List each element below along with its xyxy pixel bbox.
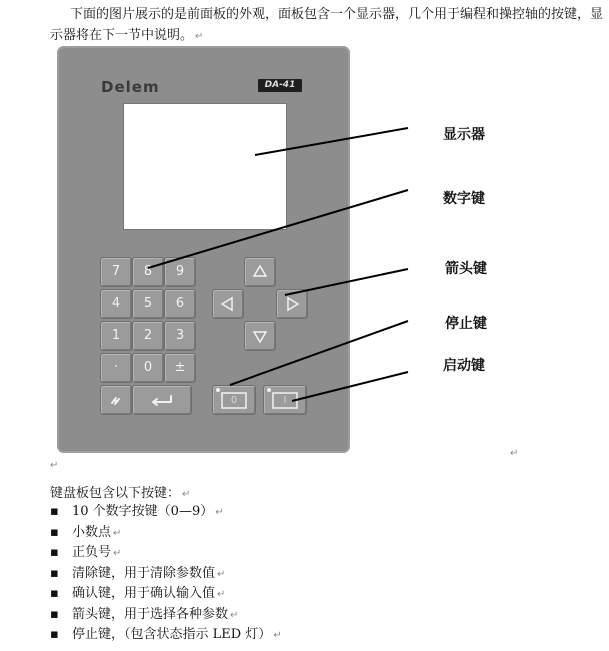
keys-list bbox=[50, 502, 282, 646]
key-3[interactable]: 3 bbox=[164, 321, 196, 351]
arrow-callout-line bbox=[285, 269, 408, 295]
list-item bbox=[50, 625, 282, 646]
key-8[interactable]: 8 bbox=[132, 257, 164, 287]
list-item-text: 正负号 bbox=[72, 545, 112, 560]
brand-logo: Delem bbox=[101, 78, 160, 96]
numeric-callout-line bbox=[148, 190, 408, 268]
key-2[interactable]: 2 bbox=[132, 321, 164, 351]
paragraph-mark-icon: ↵ bbox=[215, 507, 224, 518]
stop-callout-line bbox=[230, 321, 408, 385]
paragraph-mark-icon: ↵ bbox=[195, 31, 204, 42]
key-9[interactable]: 9 bbox=[164, 257, 196, 287]
start-callout-line bbox=[292, 372, 408, 401]
callout-numeric-keys: 数字键 bbox=[443, 191, 485, 207]
keys-title-text: 键盘板包含以下按键： bbox=[50, 486, 181, 501]
paragraph-mark-icon: ↵ bbox=[113, 548, 122, 559]
model-badge: DA-41 bbox=[258, 79, 302, 92]
keys-section-title bbox=[50, 482, 190, 501]
paragraph-mark-icon: ↵ bbox=[217, 589, 226, 600]
list-item bbox=[50, 502, 282, 523]
paragraph-mark-icon: ↵ bbox=[113, 527, 122, 539]
key-5[interactable]: 5 bbox=[132, 289, 164, 319]
paragraph-mark-icon: ↵ bbox=[230, 609, 239, 621]
paragraph-mark-icon: ↵ bbox=[273, 630, 282, 641]
bullet-icon: ▪ bbox=[50, 565, 59, 581]
list-item-text: 10 个数字按键（0—9） bbox=[72, 504, 214, 519]
callout-stop-key: 停止键 bbox=[445, 316, 487, 332]
paragraph-mark-icon: ↵ bbox=[510, 448, 519, 459]
list-item-text: 清除键，用于清除参数值 bbox=[72, 565, 216, 581]
list-item-text: 停止键，（包含状态指示 LED 灯） bbox=[72, 627, 272, 642]
bullet-icon: ▪ bbox=[50, 627, 59, 642]
list-item-text: 小数点 bbox=[72, 524, 112, 540]
key-0[interactable]: 0 bbox=[132, 353, 164, 383]
callout-arrow-keys: 箭头键 bbox=[445, 261, 487, 277]
key-4[interactable]: 4 bbox=[100, 289, 132, 319]
bullet-icon: ▪ bbox=[50, 545, 59, 560]
intro-text: 下面的图片展示的是前面板的外观，面板包含一个显示器，几个用于编程和操控轴的按键，显示器将在下一节中说明。 bbox=[50, 7, 604, 43]
list-item bbox=[50, 605, 282, 626]
key-decimal-point[interactable]: · bbox=[100, 353, 132, 383]
list-item bbox=[50, 523, 282, 544]
paragraph-mark-icon: ↵ bbox=[217, 568, 226, 580]
key-plus-minus[interactable]: ± bbox=[164, 353, 196, 383]
list-item bbox=[50, 564, 282, 585]
key-6[interactable]: 6 bbox=[164, 289, 196, 319]
bullet-icon: ▪ bbox=[50, 606, 59, 622]
bullet-icon: ▪ bbox=[50, 586, 59, 601]
paragraph-mark-icon: ↵ bbox=[50, 460, 59, 471]
bullet-icon: ▪ bbox=[50, 524, 59, 540]
callout-display: 显示器 bbox=[443, 127, 485, 143]
display-callout-line bbox=[255, 128, 408, 155]
bullet-icon: ▪ bbox=[50, 504, 59, 519]
list-item bbox=[50, 543, 282, 564]
callout-start-key: 启动键 bbox=[443, 358, 485, 374]
paragraph-mark-icon: ↵ bbox=[182, 489, 191, 500]
key-7[interactable]: 7 bbox=[100, 257, 132, 287]
list-item bbox=[50, 584, 282, 605]
start-key-label: I bbox=[283, 395, 287, 406]
stop-key-label: 0 bbox=[230, 395, 238, 406]
list-item-text: 确认键，用于确认输入值 bbox=[72, 586, 216, 601]
list-item-text: 箭头键，用于选择各种参数 bbox=[72, 606, 229, 622]
key-1[interactable]: 1 bbox=[100, 321, 132, 351]
